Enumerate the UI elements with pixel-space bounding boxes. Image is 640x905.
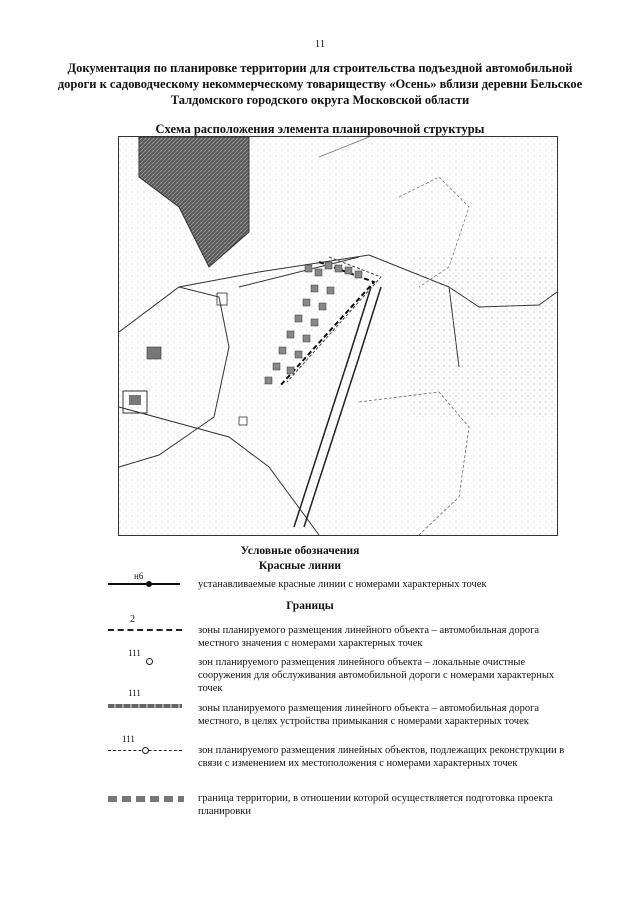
treatment-zone-point-label: 111 [128,648,141,658]
title-line-2: дороги к садоводческому некоммерческому товариществу «Осень» вблизи деревни Бельское [57,77,583,91]
road-zone-symbol [108,614,188,636]
legend-item-treatment-zone: зон планируемого размещения линейного объекта – локальные очистные сооружения для обслуживания автомобильной дороги с номерами характерных точек [198,657,555,694]
boundaries-heading: Границы [286,600,334,612]
title-line-1: Документация по планировке территории для строительства подъездной автомобильной [67,61,573,75]
red-line-text: устанавливаемые красные линии с номерами характерных точек [198,579,487,590]
red-line-symbol [108,572,188,592]
map-title: Схема расположения элемента планировочной структуры [155,122,485,136]
junction-zone-symbol [108,688,188,712]
reconstruction-zone-point-label: 111 [122,734,135,744]
map-drawing [119,137,557,535]
reconstruction-zone-symbol [108,734,188,758]
legend-item-road-zone: зоны планируемого размещения линейного объекта – автомобильная дорога местного значения с номерами характерных точек [198,625,540,649]
treatment-zone-symbol [108,648,188,672]
site-plan-map [118,136,558,536]
territory-boundary-symbol [108,794,188,804]
road-zone-point-label: 2 [130,614,135,625]
legend-item-junction-zone: зоны планируемого размещения линейного объекта – автомобильная дорога местного, в целях устройства примыкания с номерами характерных точек [198,703,540,727]
red-lines-heading: Красные линии [258,560,342,572]
legend-item-reconstruction-zone: зон планируемого размещения линейных объектов, подлежащих реконструкции в связи с изменением их местоположения с номерами характерных точек [198,745,565,769]
legend-item-territory-boundary: граница территории, в отношении которой осуществляется подготовка проекта планировки [198,793,553,817]
page-number: 11 [314,38,326,50]
legend-heading: Условные обозначения [240,545,360,557]
junction-zone-point-label: 111 [128,688,141,698]
document-title [40,60,600,108]
red-line-point-label: н6 [134,571,144,581]
title-line-3: Талдомского городского округа Московской области [170,93,470,107]
